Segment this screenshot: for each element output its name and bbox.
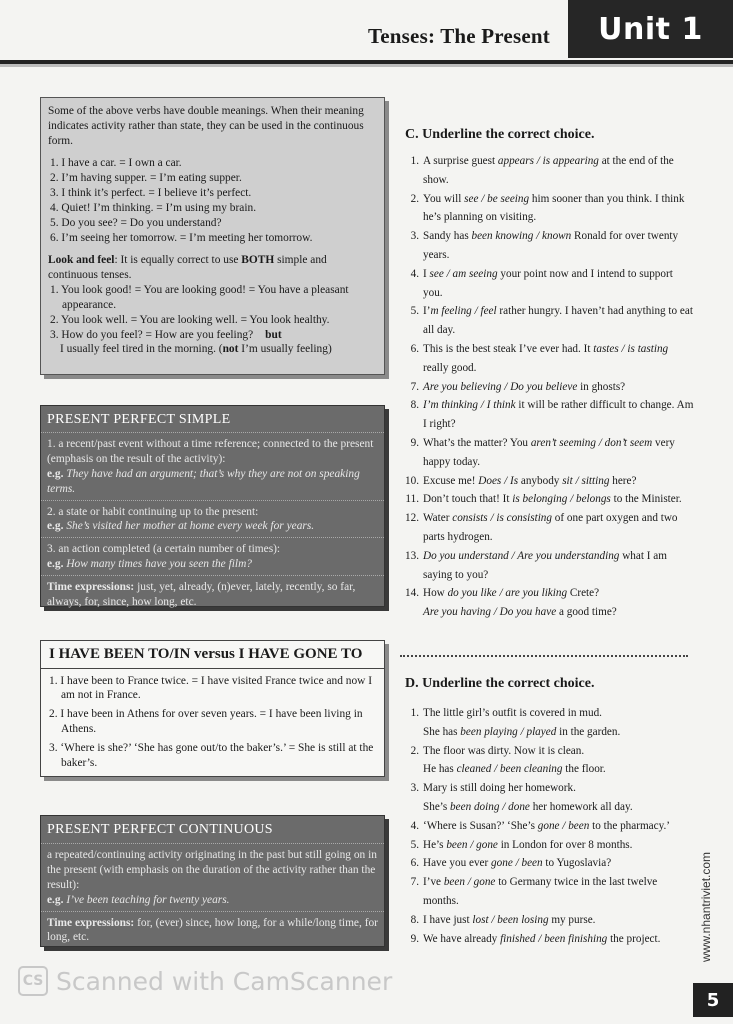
- been-vs-gone-box: [40, 640, 385, 777]
- exercise-item: [405, 378, 695, 397]
- example-text: She’s visited her mother at home every week for years.: [66, 520, 315, 533]
- item-text: Do you understand / Are you understanding what I am saying to you?: [423, 549, 667, 581]
- item-number: 5.: [410, 838, 419, 851]
- item-text: The little girl’s outfit is covered in mud. She has been playing / played in the garden.: [423, 707, 621, 738]
- item-number: 2.: [410, 192, 419, 205]
- svg-text:www.nhantriviet.com: www.nhantriviet.com: [699, 851, 713, 962]
- list-item: 2. I’m having supper. = I’m eating supper.: [50, 172, 242, 185]
- header-rule-shadow: [0, 64, 733, 67]
- list-item: 2. I have been in Athens for over seven years. = I have been living in Athens.: [49, 708, 363, 735]
- item-text: A surprise guest appears / is appearing at the end of the show.: [423, 155, 674, 186]
- look-feel-heading: Look and feel: [48, 254, 115, 267]
- box-title: PRESENT PERFECT SIMPLE: [47, 412, 231, 427]
- item-number: 1.: [410, 155, 419, 167]
- item-text: What’s the matter? You aren’t seeming / don’t seem very happy today.: [423, 436, 675, 468]
- usage-text: a repeated/continuing activity originating in the past but still going on in the present (with emphasis on the duration of the activity rather than the result):: [47, 849, 377, 891]
- item-number: 7.: [410, 876, 419, 889]
- side-url-text: [690, 832, 720, 962]
- watermark-text: Scanned with CamScanner: [56, 966, 393, 996]
- item-text: I see / am seeing your point now and I intend to support you.: [423, 267, 673, 299]
- final-example: [48, 342, 377, 357]
- time-expressions-text: for, (ever) since, how long, for a while/long time, for long, etc.: [47, 916, 378, 944]
- item-text: ‘Where is Susan?’ ‘She’s gone / been to the pharmacy.’: [423, 819, 670, 832]
- item-number: 3.: [410, 782, 419, 795]
- present-perfect-continuous-box: [40, 815, 385, 947]
- emphasis-but: but: [265, 328, 282, 341]
- final-example-text: I usually feel tired in the morning. (: [60, 343, 223, 356]
- item-text: I have just lost / been losing my purse.: [423, 913, 596, 926]
- exercise-item: [405, 704, 695, 742]
- look-feel-list: [48, 283, 377, 342]
- item-text: Sandy has been knowing / known Ronald for over twenty years.: [423, 230, 679, 261]
- usage-example: [47, 893, 378, 908]
- list-item: 1. You look good! = You are looking good! = You have a pleasant appearance.: [50, 284, 349, 311]
- item-number: 6.: [410, 857, 419, 870]
- usage-text: 3. an action completed (a certain number of times):: [47, 543, 281, 556]
- item-text: He’s been / gone in London for over 8 months.: [423, 838, 633, 851]
- item-number: 4.: [410, 267, 419, 280]
- emphasis-not: not: [222, 343, 239, 356]
- present-perfect-simple-box: [40, 405, 385, 607]
- list-item: 1. I have a car. = I own a car.: [50, 157, 182, 170]
- item-number: 12.: [405, 512, 419, 525]
- scanner-watermark: [18, 966, 392, 996]
- box-title: PRESENT PERFECT CONTINUOUS: [47, 822, 273, 837]
- item-text: Are you believing / Do you believe in ghosts?: [423, 380, 626, 393]
- item-number: 3.: [410, 230, 419, 243]
- exercise-item: [405, 472, 695, 491]
- list-item: 1. I have been to France twice. = I have visited France twice and now I am not in France.: [49, 674, 373, 702]
- look-feel-text: : It is equally correct to use: [114, 254, 242, 267]
- usage-example: [47, 519, 378, 534]
- camscanner-logo-icon: CS: [18, 966, 48, 996]
- exercise-item: [405, 152, 695, 190]
- usage-text: 1. a recent/past event without a time reference; connected to the present (emphasis on the result of the activity):: [47, 438, 374, 466]
- item-text: How do you like / are you liking Crete? Are you having / Do you have a good time?: [423, 587, 617, 619]
- item-number: 14.: [405, 587, 419, 600]
- exercise-item: [405, 742, 695, 780]
- item-number: 5.: [410, 305, 419, 318]
- usage-1: [41, 843, 384, 910]
- example-list: [41, 669, 384, 773]
- list-item: 3. I think it’s perfect. = I believe it’s perfect.: [50, 187, 252, 200]
- item-number: 2.: [410, 744, 419, 757]
- item-number: 8.: [410, 399, 419, 412]
- item-number: 13.: [405, 549, 419, 562]
- item-number: 1.: [410, 707, 419, 719]
- item-number: 8.: [410, 913, 419, 926]
- item-number: 9.: [410, 932, 419, 945]
- list-item: 2. You look well. = You are looking well. = You look healthy.: [50, 313, 330, 326]
- exercise-item: [405, 854, 695, 873]
- time-expressions-label: Time expressions:: [47, 916, 135, 929]
- usage-3: [41, 537, 384, 575]
- list-item: 5. Do you see? = Do you understand?: [50, 216, 222, 229]
- item-text: I’m feeling / feel rather hungry. I haven’t had anything to eat all day.: [423, 305, 693, 337]
- exercise-item: [405, 873, 695, 911]
- section-divider: [400, 655, 688, 657]
- item-text: We have already finished / been finishing the project.: [423, 932, 661, 945]
- item-text: You will see / be seeing him sooner than you think. I think he’s planning on visiting.: [423, 192, 685, 224]
- page-title: Tenses: The Present: [368, 24, 550, 48]
- usage-2: [41, 500, 384, 538]
- look-feel-note: [48, 253, 377, 283]
- item-text: Mary is still doing her homework. She’s been doing / done her homework all day.: [423, 782, 633, 813]
- item-number: 6.: [410, 342, 419, 355]
- exercise-item: [405, 817, 695, 836]
- exercise-item: [405, 509, 695, 547]
- exercise-c-list: [405, 152, 695, 622]
- exercise-item: [405, 396, 695, 434]
- page-number: 5: [693, 983, 733, 1017]
- box-title: I HAVE BEEN TO/IN versus I HAVE GONE TO: [41, 641, 384, 669]
- exercise-item: [405, 190, 695, 228]
- example-text: They have had an argument; that’s why they are not on speaking terms.: [47, 467, 360, 495]
- exercise-item: [405, 930, 695, 949]
- eg-label: e.g.: [47, 557, 64, 570]
- item-text: I’m thinking / I think it will be rather difficult to change. Am I right?: [423, 399, 694, 431]
- exercise-item: [405, 779, 695, 817]
- example-text: I’ve been teaching for twenty years.: [66, 893, 230, 906]
- item-number: 7.: [410, 380, 419, 393]
- usage-example: [47, 557, 378, 572]
- time-expressions-label: Time expressions:: [47, 580, 135, 593]
- exercise-item: [405, 547, 695, 585]
- unit-label: Unit 1: [568, 0, 733, 58]
- exercise-item: [405, 227, 695, 265]
- emphasis-both: BOTH: [241, 254, 275, 267]
- time-expressions: [41, 911, 384, 949]
- box-intro: Some of the above verbs have double meanings. When their meaning indicates activity rather than state, they can be used in the continuous form.: [48, 105, 364, 147]
- list-item: 6. I’m seeing her tomorrow. = I’m meeting her tomorrow.: [50, 231, 313, 244]
- final-example-tail: I’m usually feeling): [238, 343, 332, 356]
- item-number: 4.: [410, 819, 419, 832]
- exercise-item: [405, 434, 695, 472]
- list-item: 3. How do you feel? = How are you feeling? but: [50, 328, 282, 341]
- time-expressions: [41, 575, 384, 613]
- item-text: Don’t touch that! It is belonging / belongs to the Minister.: [423, 493, 682, 506]
- example-list: [48, 156, 377, 245]
- exercise-item: [405, 265, 695, 303]
- time-expressions-text: just, yet, already, (n)ever, lately, recently, so far, always, for, since, how long, etc.: [47, 580, 356, 608]
- item-number: 9.: [410, 436, 419, 449]
- exercise-item: [405, 911, 695, 930]
- exercise-d-title: D. Underline the correct choice.: [405, 676, 595, 691]
- item-number: 11.: [405, 493, 419, 506]
- eg-label: e.g.: [47, 893, 64, 906]
- item-text: The floor was dirty. Now it is clean. He has cleaned / been cleaning the floor.: [423, 744, 606, 776]
- look-feel-tail: simple and continuous tenses.: [48, 254, 327, 282]
- example-text: How many times have you seen the film?: [66, 557, 252, 570]
- item-text: I’ve been / gone to Germany twice in the last twelve months.: [423, 876, 658, 907]
- eg-label: e.g.: [47, 467, 64, 480]
- exercise-item: [405, 302, 695, 340]
- exercise-item: [405, 836, 695, 855]
- usage-1: [41, 432, 384, 499]
- usage-text: 2. a state or habit continuing up to the present:: [47, 505, 259, 518]
- list-item: 3. ‘Where is she?’ ‘She has gone out/to the baker’s.’ = She is still at the baker’s.: [49, 741, 374, 769]
- exercise-item: [405, 584, 695, 622]
- item-text: Water consists / is consisting of one part oxygen and two parts hydrogen.: [423, 512, 678, 543]
- list-item: 4. Quiet! I’m thinking. = I’m using my brain.: [50, 201, 257, 214]
- exercise-item: [405, 490, 695, 509]
- eg-label: e.g.: [47, 520, 64, 533]
- item-text: Have you ever gone / been to Yugoslavia?: [423, 857, 612, 870]
- exercise-c-title: C. Underline the correct choice.: [405, 127, 595, 142]
- item-text: Excuse me! Does / Is anybody sit / sitting here?: [423, 474, 637, 487]
- item-text: This is the best steak I’ve ever had. It tastes / is tasting really good.: [423, 342, 669, 374]
- exercise-d-list: [405, 704, 695, 948]
- usage-example: [47, 467, 378, 497]
- item-number: 10.: [405, 474, 419, 487]
- double-meanings-box: [40, 97, 385, 375]
- exercise-item: [405, 340, 695, 378]
